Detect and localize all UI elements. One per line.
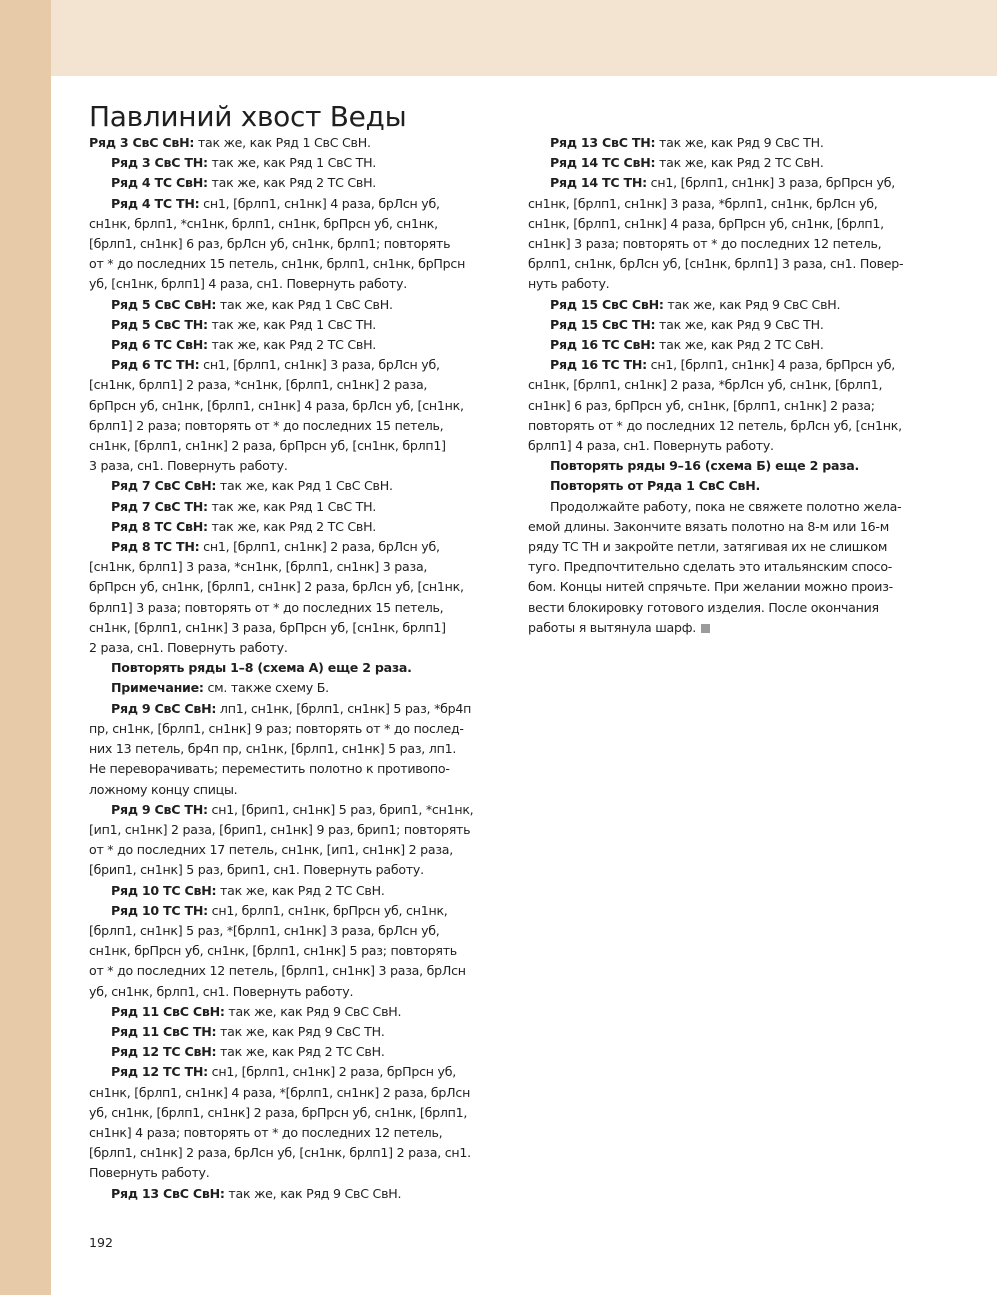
row-text: так же, как Ряд 1 СвС ТН.: [207, 316, 377, 332]
text-line: [89, 517, 493, 537]
row-label: Ряд 11 СвС СвН:: [111, 1003, 225, 1019]
row-text: так же, как Ряд 1 СвС СвН.: [216, 478, 393, 494]
text-line: [528, 335, 932, 355]
row-text: них 13 петель, бр4п пр, сн1нк, [брлп1, сн1нк] 5 раз, лп1.: [89, 741, 457, 757]
text-line: [89, 759, 493, 779]
text-line: [528, 214, 932, 234]
row-text: 2 раза, сн1. Повернуть работу.: [89, 640, 288, 656]
row-label: Ряд 6 ТС СвН:: [111, 337, 208, 353]
row-text: [сн1нк, брлп1] 3 раза, *сн1нк, [брлп1, сн1нк] 3 раза,: [89, 559, 428, 575]
row-text: Не переворачивать; переместить полотно к противопо-: [89, 761, 450, 777]
row-label: Ряд 9 СвС СвН:: [111, 700, 217, 716]
row-text: сн1нк, [брлп1, сн1нк] 2 раза, *брЛсн уб, сн1нк, [брлп1,: [528, 377, 883, 393]
text-line: [528, 497, 932, 517]
text-line: [89, 1022, 493, 1042]
text-line: [89, 173, 493, 193]
side-color-band: [0, 0, 51, 1295]
row-label: Ряд 9 СвС ТН:: [111, 801, 208, 817]
page-title: Павлиний хвост Веды: [89, 99, 407, 133]
row-text: сн1нк, [брлп1, сн1нк] 4 раза, брПрсн уб, сн1нк, [брлп1,: [528, 215, 884, 231]
row-text: [сн1нк, брлп1] 2 раза, *сн1нк, [брлп1, сн1нк] 2 раза,: [89, 377, 428, 393]
text-line: [528, 436, 932, 456]
row-text: сн1нк, брПрсн уб, сн1нк, [брлп1, сн1нк] 5 раз; повторять: [89, 943, 457, 959]
row-text: уб, сн1нк, [брлп1, сн1нк] 2 раза, брПрсн уб, сн1нк, [брлп1,: [89, 1104, 468, 1120]
text-line: [528, 234, 932, 254]
row-text: так же, как Ряд 2 ТС СвН.: [207, 337, 377, 353]
row-text: [брлп1, сн1нк] 2 раза, брЛсн уб, [сн1нк, брлп1] 2 раза, сн1.: [89, 1145, 471, 1161]
row-label: Примечание:: [111, 680, 204, 696]
text-line: [89, 982, 493, 1002]
row-label: Ряд 8 ТС СвН:: [111, 518, 208, 534]
row-label: Ряд 5 СвС СвН:: [111, 296, 217, 312]
text-line: [89, 375, 493, 395]
text-line: [528, 476, 932, 496]
row-text: брлп1] 4 раза, сн1. Повернуть работу.: [528, 438, 774, 454]
text-line: [89, 1002, 493, 1022]
row-text: брПрсн уб, сн1нк, [брлп1, сн1нк] 4 раза, брЛсн уб, [сн1нк,: [89, 397, 464, 413]
text-line: [528, 194, 932, 214]
text-line: [89, 719, 493, 739]
row-text: см. также схему Б.: [203, 680, 329, 696]
row-text: Повернуть работу.: [89, 1165, 210, 1181]
text-line: [89, 355, 493, 375]
row-text: 3 раза, сн1. Повернуть работу.: [89, 458, 288, 474]
text-line: [89, 315, 493, 335]
text-line: [528, 355, 932, 375]
row-text: сн1, брлп1, сн1нк, брПрсн уб, сн1нк,: [207, 902, 448, 918]
row-text: брлп1, сн1нк, брЛсн уб, [сн1нк, брлп1] 3 раза, сн1. Повер-: [528, 256, 904, 272]
text-line: [89, 618, 493, 638]
text-line: [89, 497, 493, 517]
row-label: Повторять от Ряда 1 СвС СвН.: [550, 478, 761, 494]
end-square-icon: [701, 624, 710, 633]
row-text: [брлп1, сн1нк] 6 раз, брЛсн уб, сн1нк, брлп1; повторять: [89, 236, 451, 252]
text-line: [89, 274, 493, 294]
text-line: [528, 456, 932, 476]
text-line: [89, 638, 493, 658]
text-line: [89, 1083, 493, 1103]
text-line: [89, 1143, 493, 1163]
text-line: [89, 1123, 493, 1143]
text-line: [89, 941, 493, 961]
row-text: брлп1] 2 раза; повторять от * до последних 15 петель,: [89, 417, 444, 433]
row-text: сн1нк, [брлп1, сн1нк] 4 раза, *[брлп1, сн1нк] 2 раза, брЛсн: [89, 1084, 471, 1100]
page-number: 192: [89, 1235, 114, 1250]
row-label: Повторять ряды 9–16 (схема Б) еще 2 раза.: [550, 458, 860, 474]
row-text: нуть работу.: [528, 276, 610, 292]
row-label: Ряд 14 ТС СвН:: [550, 155, 656, 171]
row-text: так же, как Ряд 2 ТС СвН.: [655, 155, 824, 171]
row-text: уб, [сн1нк, брлп1] 4 раза, сн1. Повернуть работу.: [89, 276, 407, 292]
text-line: [528, 274, 932, 294]
text-line: [528, 133, 932, 153]
row-label: Ряд 12 ТС СвН:: [111, 1044, 217, 1060]
row-text: сн1, [брлп1, сн1нк] 3 раза, брЛсн уб,: [199, 357, 440, 373]
row-text: так же, как Ряд 2 ТС СвН.: [207, 518, 377, 534]
row-label: Повторять ряды 1–8 (схема А) еще 2 раза.: [111, 660, 412, 676]
text-line: [89, 456, 493, 476]
text-line: [528, 598, 932, 618]
text-line: [89, 396, 493, 416]
row-text: так же, как Ряд 9 СвС ТН.: [655, 135, 824, 150]
text-line: [528, 315, 932, 335]
row-text: так же, как Ряд 1 СвС ТН.: [207, 155, 377, 171]
row-text: сн1нк, [брлп1, сн1нк] 2 раза, брПрсн уб, [сн1нк, брлп1]: [89, 438, 446, 454]
top-color-band: [51, 0, 997, 76]
row-text: так же, как Ряд 9 СвС ТН.: [216, 1023, 385, 1039]
text-line: [89, 335, 493, 355]
text-line: [89, 658, 493, 678]
row-label: Ряд 12 ТС ТН:: [111, 1064, 208, 1080]
row-text: от * до последних 17 петель, сн1нк, [ип1, сн1нк] 2 раза,: [89, 842, 454, 858]
row-label: Ряд 7 СвС СвН:: [111, 478, 217, 494]
row-label: Ряд 13 СвС ТН:: [550, 135, 656, 150]
text-line: [528, 537, 932, 557]
row-label: Ряд 4 ТС ТН:: [111, 195, 200, 211]
row-text: сн1, [брлп1, сн1нк] 3 раза, брПрсн уб,: [646, 175, 896, 191]
row-text: ложному концу спицы.: [89, 781, 238, 797]
text-line: [89, 214, 493, 234]
row-label: Ряд 16 ТС ТН:: [550, 357, 647, 373]
row-text: сн1нк, брлп1, *сн1нк, брлп1, сн1нк, брПрсн уб, сн1нк,: [89, 215, 438, 231]
row-text: сн1нк, [брлп1, сн1нк] 3 раза, брПрсн уб, [сн1нк, брлп1]: [89, 619, 446, 635]
text-line: [89, 780, 493, 800]
text-line: [89, 800, 493, 820]
row-text: сн1, [брлп1, сн1нк] 4 раза, брПрсн уб,: [646, 357, 896, 373]
text-line: [89, 153, 493, 173]
row-text: сн1, [брлп1, сн1нк] 4 раза, брЛсн уб,: [199, 195, 440, 211]
text-line: [89, 1184, 493, 1204]
text-line: [89, 901, 493, 921]
text-line: [528, 396, 932, 416]
row-text: сн1нк] 6 раз, брПрсн уб, сн1нк, [брлп1, сн1нк] 2 раза;: [528, 397, 875, 413]
row-text: от * до последних 15 петель, сн1нк, брлп1, сн1нк, брПрсн: [89, 256, 466, 272]
text-line: [89, 234, 493, 254]
row-text: сн1нк, [брлп1, сн1нк] 3 раза, *брлп1, сн1нк, брЛсн уб,: [528, 195, 878, 211]
text-line: [89, 598, 493, 618]
row-label: Ряд 3 СвС ТН:: [111, 155, 208, 171]
text-line: [528, 517, 932, 537]
row-text: емой длины. Закончите вязать полотно на 8-м или 16-м: [528, 518, 889, 534]
text-line: [89, 961, 493, 981]
text-line: [89, 557, 493, 577]
row-text: так же, как Ряд 9 СвС СвН.: [224, 1185, 402, 1201]
row-text: [брип1, сн1нк] 5 раз, брип1, сн1. Повернуть работу.: [89, 862, 424, 878]
text-line: [89, 860, 493, 880]
row-text: так же, как Ряд 2 ТС СвН.: [216, 882, 385, 898]
row-text: сн1, [брип1, сн1нк] 5 раз, брип1, *сн1нк,: [207, 801, 474, 817]
row-text: работы я вытянула шарф.: [528, 619, 697, 635]
text-line: [89, 416, 493, 436]
text-line: [528, 577, 932, 597]
row-label: Ряд 7 СвС ТН:: [111, 498, 208, 514]
row-label: Ряд 4 ТС СвН:: [111, 175, 208, 191]
text-line: [89, 1062, 493, 1082]
text-line: [89, 881, 493, 901]
row-text: бом. Концы нитей спрячьте. При желании можно произ-: [528, 579, 893, 595]
row-text: [ип1, сн1нк] 2 раза, [брип1, сн1нк] 9 раз, брип1; повторять: [89, 821, 471, 837]
row-text: так же, как Ряд 2 ТС СвН.: [655, 337, 824, 353]
row-label: Ряд 10 ТС СвН:: [111, 882, 217, 898]
text-line: [89, 820, 493, 840]
text-line: [89, 295, 493, 315]
row-text: так же, как Ряд 2 ТС СвН.: [216, 1044, 385, 1060]
text-line: [528, 295, 932, 315]
text-line: [89, 1163, 493, 1183]
text-line: [89, 921, 493, 941]
row-text: пр, сн1нк, [брлп1, сн1нк] 9 раз; повторять от * до послед-: [89, 720, 464, 736]
row-text: так же, как Ряд 9 СвС СвН.: [224, 1003, 402, 1019]
row-text: так же, как Ряд 1 СвС СвН.: [216, 296, 393, 312]
left-text-column: [89, 133, 493, 1204]
text-line: [89, 1042, 493, 1062]
row-text: так же, как Ряд 9 СвС СвН.: [663, 296, 841, 312]
text-line: [89, 678, 493, 698]
row-label: Ряд 8 ТС ТН:: [111, 539, 200, 555]
row-text: туго. Предпочтительно сделать это итальянским спосо-: [528, 559, 893, 575]
row-text: вести блокировку готового изделия. После окончания: [528, 599, 879, 615]
row-label: Ряд 16 ТС СвН:: [550, 337, 656, 353]
text-line: [528, 618, 932, 638]
row-text: так же, как Ряд 1 СвС ТН.: [207, 498, 377, 514]
row-text: так же, как Ряд 9 СвС ТН.: [655, 316, 824, 332]
text-line: [89, 476, 493, 496]
row-text: ряду ТС ТН и закройте петли, затягивая их не слишком: [528, 539, 888, 555]
row-text: сн1нк] 3 раза; повторять от * до последних 12 петель,: [528, 236, 882, 252]
row-label: Ряд 13 СвС СвН:: [111, 1185, 225, 1201]
row-text: лп1, сн1нк, [брлп1, сн1нк] 5 раз, *бр4п: [216, 700, 472, 716]
row-text: сн1, [брлп1, сн1нк] 2 раза, брПрсн уб,: [207, 1064, 457, 1080]
text-line: [89, 194, 493, 214]
text-line: [528, 254, 932, 274]
row-label: Ряд 14 ТС ТН:: [550, 175, 647, 191]
row-label: Ряд 6 ТС ТН:: [111, 357, 200, 373]
row-label: Ряд 15 СвС ТН:: [550, 316, 656, 332]
row-text: так же, как Ряд 2 ТС СвН.: [207, 175, 377, 191]
text-line: [528, 375, 932, 395]
text-line: [89, 1103, 493, 1123]
text-line: [89, 254, 493, 274]
text-line: [89, 840, 493, 860]
row-label: Ряд 11 СвС ТН:: [111, 1023, 217, 1039]
row-label: Ряд 3 СвС СвН:: [89, 135, 195, 150]
row-text: повторять от * до последних 12 петель, брЛсн уб, [сн1нк,: [528, 417, 902, 433]
row-text: сн1нк] 4 раза; повторять от * до последних 12 петель,: [89, 1124, 443, 1140]
row-text: уб, сн1нк, брлп1, сн1. Повернуть работу.: [89, 983, 354, 999]
text-line: [528, 173, 932, 193]
right-text-column: [528, 133, 932, 638]
row-text: Продолжайте работу, пока не свяжете полотно жела-: [550, 498, 902, 514]
row-label: Ряд 5 СвС ТН:: [111, 316, 208, 332]
row-text: от * до последних 12 петель, [брлп1, сн1нк] 3 раза, брЛсн: [89, 963, 466, 979]
row-label: Ряд 15 СвС СвН:: [550, 296, 664, 312]
text-line: [89, 537, 493, 557]
row-label: Ряд 10 ТС ТН:: [111, 902, 208, 918]
text-line: [528, 557, 932, 577]
row-text: сн1, [брлп1, сн1нк] 2 раза, брЛсн уб,: [199, 539, 440, 555]
text-line: [89, 739, 493, 759]
row-text: брПрсн уб, сн1нк, [брлп1, сн1нк] 2 раза, брЛсн уб, [сн1нк,: [89, 579, 464, 595]
text-line: [89, 133, 493, 153]
text-line: [89, 436, 493, 456]
row-text: [брлп1, сн1нк] 5 раз, *[брлп1, сн1нк] 3 раза, брЛсн уб,: [89, 922, 440, 938]
row-text: так же, как Ряд 1 СвС СвН.: [194, 135, 371, 150]
text-line: [89, 699, 493, 719]
text-line: [528, 153, 932, 173]
text-line: [89, 577, 493, 597]
text-line: [528, 416, 932, 436]
row-text: брлп1] 3 раза; повторять от * до последних 15 петель,: [89, 599, 444, 615]
